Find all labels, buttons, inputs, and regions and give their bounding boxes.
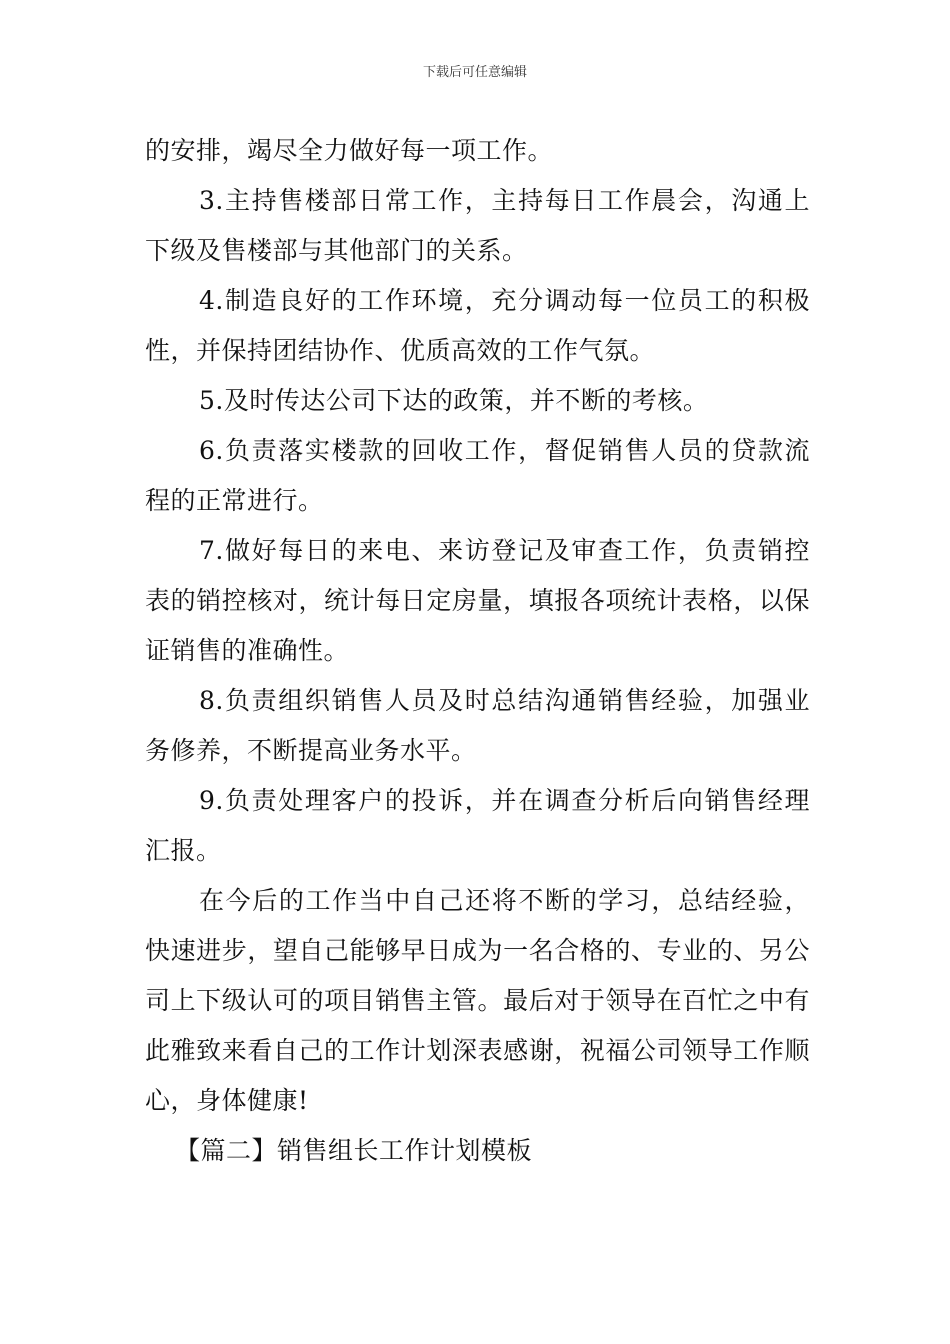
section-title: 【篇二】销售组长工作计划模板 (175, 1136, 533, 1165)
paragraph-item-7: 7.做好每日的来电、来访登记及审查工作，负责销控表的销控核对，统计每日定房量，填报各项统计表格，以保证销售的准确性。 (145, 536, 810, 665)
paragraph-item-5: 5.及时传达公司下达的政策，并不断的考核。 (199, 386, 709, 415)
paragraph-closing: 在今后的工作当中自己还将不断的学习，总结经验，快速进步，望自己能够早日成为一名合格的、专业的、另公司上下级认可的项目销售主管。最后对于领导在百忙之中有此雅致来看自己的工作计划深表感谢，祝福公司领导工作顺心，身体健康! (145, 886, 810, 1115)
paragraph-item-4: 4.制造良好的工作环境，充分调动每一位员工的积极性，并保持团结协作、优质高效的工作气氛。 (145, 286, 810, 365)
page-header: 下载后可任意编辑 (422, 65, 527, 80)
paragraph-item-8: 8.负责组织销售人员及时总结沟通销售经验，加强业务修养，不断提高业务水平。 (145, 686, 810, 765)
document-body (145, 126, 810, 1176)
paragraph-item-3: 3.主持售楼部日常工作，主持每日工作晨会，沟通上下级及售楼部与其他部门的关系。 (145, 186, 810, 265)
paragraph-item-9: 9.负责处理客户的投诉，并在调查分析后向销售经理汇报。 (145, 786, 810, 865)
paragraph-continuation: 的安排，竭尽全力做好每一项工作。 (145, 136, 554, 165)
paragraph-item-6: 6.负责落实楼款的回收工作，督促销售人员的贷款流程的正常进行。 (145, 436, 810, 515)
